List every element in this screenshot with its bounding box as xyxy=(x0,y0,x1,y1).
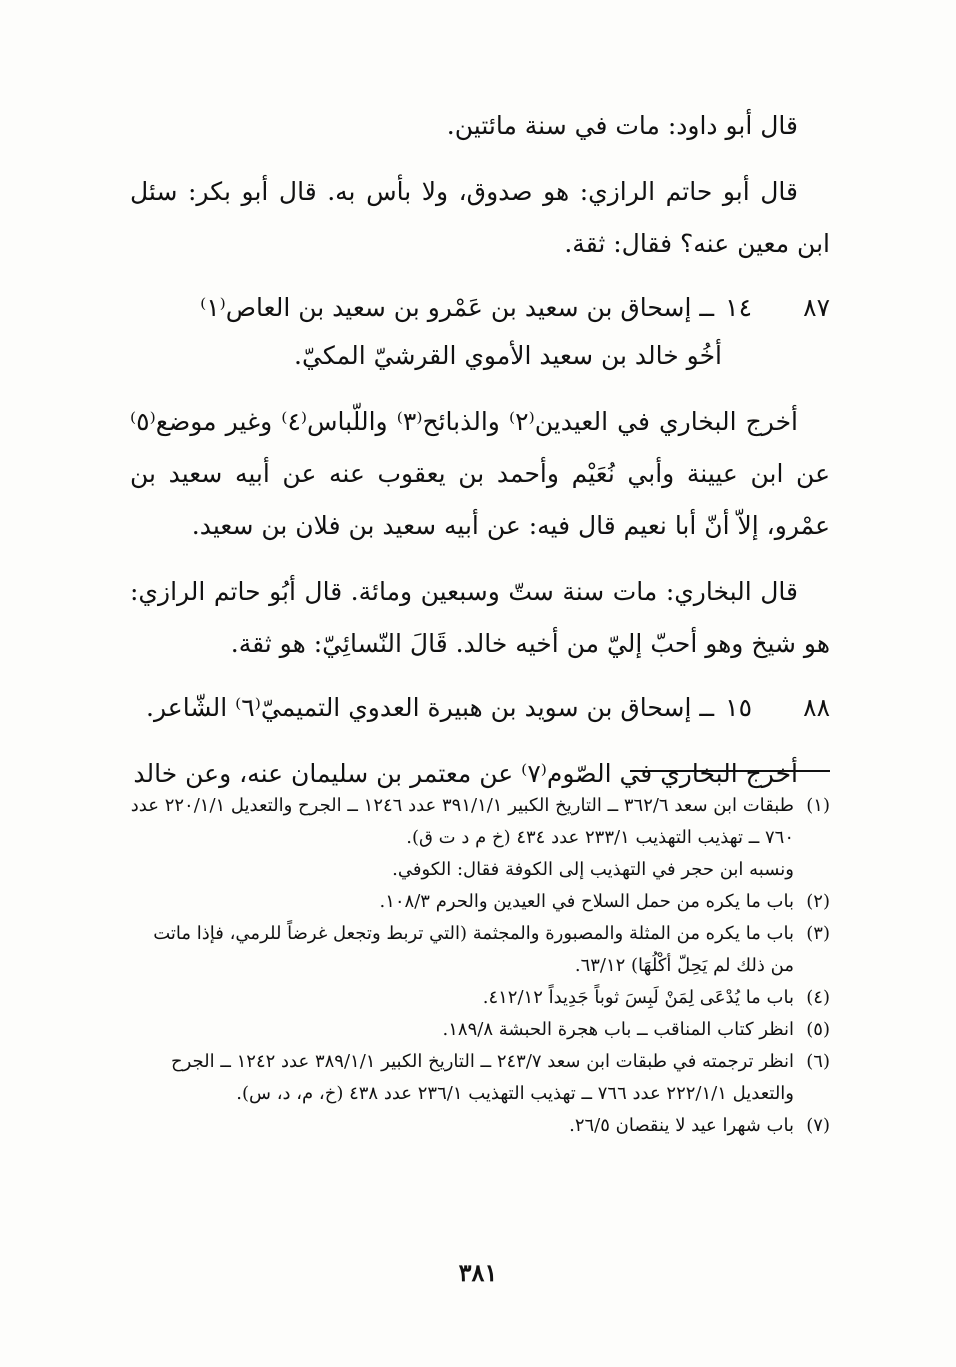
entry-87 xyxy=(130,284,830,380)
footnote-text: باب شهرا عيد لا ينقصان ٢٦/٥. xyxy=(569,1115,794,1136)
footnote-1-continued xyxy=(128,854,830,886)
footnote-mark: (٧) xyxy=(806,1115,830,1136)
paragraph-bukhari-sawm: أخرج البخاري في الصّوم⁽٧⁾ عن معتمر بن سليمان عنه، وعن خالد xyxy=(133,759,798,788)
entry-subtitle: أخُو خالد بن سعيد الأموي القرشيّ المكيّ. xyxy=(294,341,722,370)
footnote-7 xyxy=(128,1110,830,1142)
footnote-3 xyxy=(128,918,830,982)
paragraph-abu-hatim: قال أبو حاتم الرازي: هو صدوق، ولا بأس به. قال أبو بكر: سئل ابن معين عنه؟ فقال: ثقة. xyxy=(130,177,830,258)
footnote-text: باب ما يُدْعَى لِمَنْ لَبِسَ ثوباً جَدِيداً ٤١٢/١٢. xyxy=(482,987,794,1008)
footnote-1 xyxy=(128,790,830,854)
footnote-text: ونسبه ابن حجر في التهذيب إلى الكوفة فقال: الكوفي. xyxy=(392,859,794,880)
page-number: ٣٨١ xyxy=(458,1258,498,1287)
entry-number: ٨٧ xyxy=(803,293,830,322)
footnote-mark: (٤) xyxy=(806,987,830,1008)
main-text xyxy=(130,100,830,814)
footnotes xyxy=(128,790,830,1142)
entry-index: ١٥ xyxy=(725,693,752,722)
footnote-mark: (٢) xyxy=(806,891,830,912)
footnote-mark: (٦) xyxy=(806,1051,830,1072)
footnote-text: انظر كتاب المناقب ــ باب هجرة الحبشة ١٨٩/٨. xyxy=(442,1019,794,1040)
entry-88 xyxy=(130,684,830,732)
footnote-text: باب ما يكره من المثلة والمصبورة والمجثمة (التي تربط وتجعل غرضاً للرمي، فإذا ماتت من ذلك لم يَحِلّ أكْلُهَا) ٦٣/١٢. xyxy=(153,923,794,976)
paragraph-bukhari-narration: أخرج البخاري في العيدين⁽٢⁾ والذبائح⁽٣⁾ واللّباس⁽٤⁾ وغير موضع⁽٥⁾ عن ابن عيينة وأبي نُعَيْم وأحمد بن يعقوب عنه عن أبيه سعيد بن عمْرو، إلاّ أنّ أبا نعيم قال فيه: عن أبيه سعيد بن فلان بن سعيد. xyxy=(130,407,830,540)
footnote-4 xyxy=(128,982,830,1014)
footnote-mark xyxy=(794,854,830,886)
footnote-mark: (٥) xyxy=(806,1019,830,1040)
footnote-divider xyxy=(630,770,830,772)
entry-title: ــ إسحاق بن سويد بن هبيرة العدوي التميميّ⁽٦⁾ الشّاعر. xyxy=(146,693,715,722)
footnote-text: طبقات ابن سعد ٣٦٢/٦ ــ التاريخ الكبير ٣٩١/١/١ عدد ١٢٤٦ ــ الجرح والتعديل ٢٢٠/١/١ عدد ٧٦٠ ــ تهذيب التهذيب ٢٣٣/١ عدد ٤٣٤ (خ م د ت ق). xyxy=(130,795,794,848)
footnote-text: انظر ترجمته في طبقات ابن سعد ٢٤٣/٧ ــ التاريخ الكبير ٣٨٩/١/١ عدد ١٢٤٢ ــ الجرح والتعديل ٢٢٢/١/١ عدد ٧٦٦ ــ تهذيب التهذيب ٢٣٦/١ عدد ٤٣٨ (خ، م، د، س). xyxy=(170,1051,794,1104)
paragraph-abu-dawud: قال أبو داود: مات في سنة مائتين. xyxy=(446,111,798,140)
footnote-2 xyxy=(128,886,830,918)
entry-index: ١٤ xyxy=(725,293,752,322)
footnote-5 xyxy=(128,1014,830,1046)
paragraph-bukhari-death: قال البخاري: مات سنة ستّ وسبعين ومائة. قال أبُو حاتم الرازي: هو شيخ وهو أحبّ إليّ من أخيه خالد. قَالَ النّسائِيّ: هو ثقة. xyxy=(130,577,830,658)
footnote-mark: (٣) xyxy=(806,923,830,944)
footnote-mark: (١) xyxy=(806,795,830,816)
entry-title: ــ إسحاق بن سعيد بن عَمْرو بن سعيد بن العاص⁽١⁾ xyxy=(200,293,715,322)
entry-number: ٨٨ xyxy=(803,693,830,722)
footnote-6 xyxy=(128,1046,830,1110)
footnote-text: باب ما يكره من حمل السلاح في العيدين والحرم ١٠٨/٣. xyxy=(379,891,794,912)
